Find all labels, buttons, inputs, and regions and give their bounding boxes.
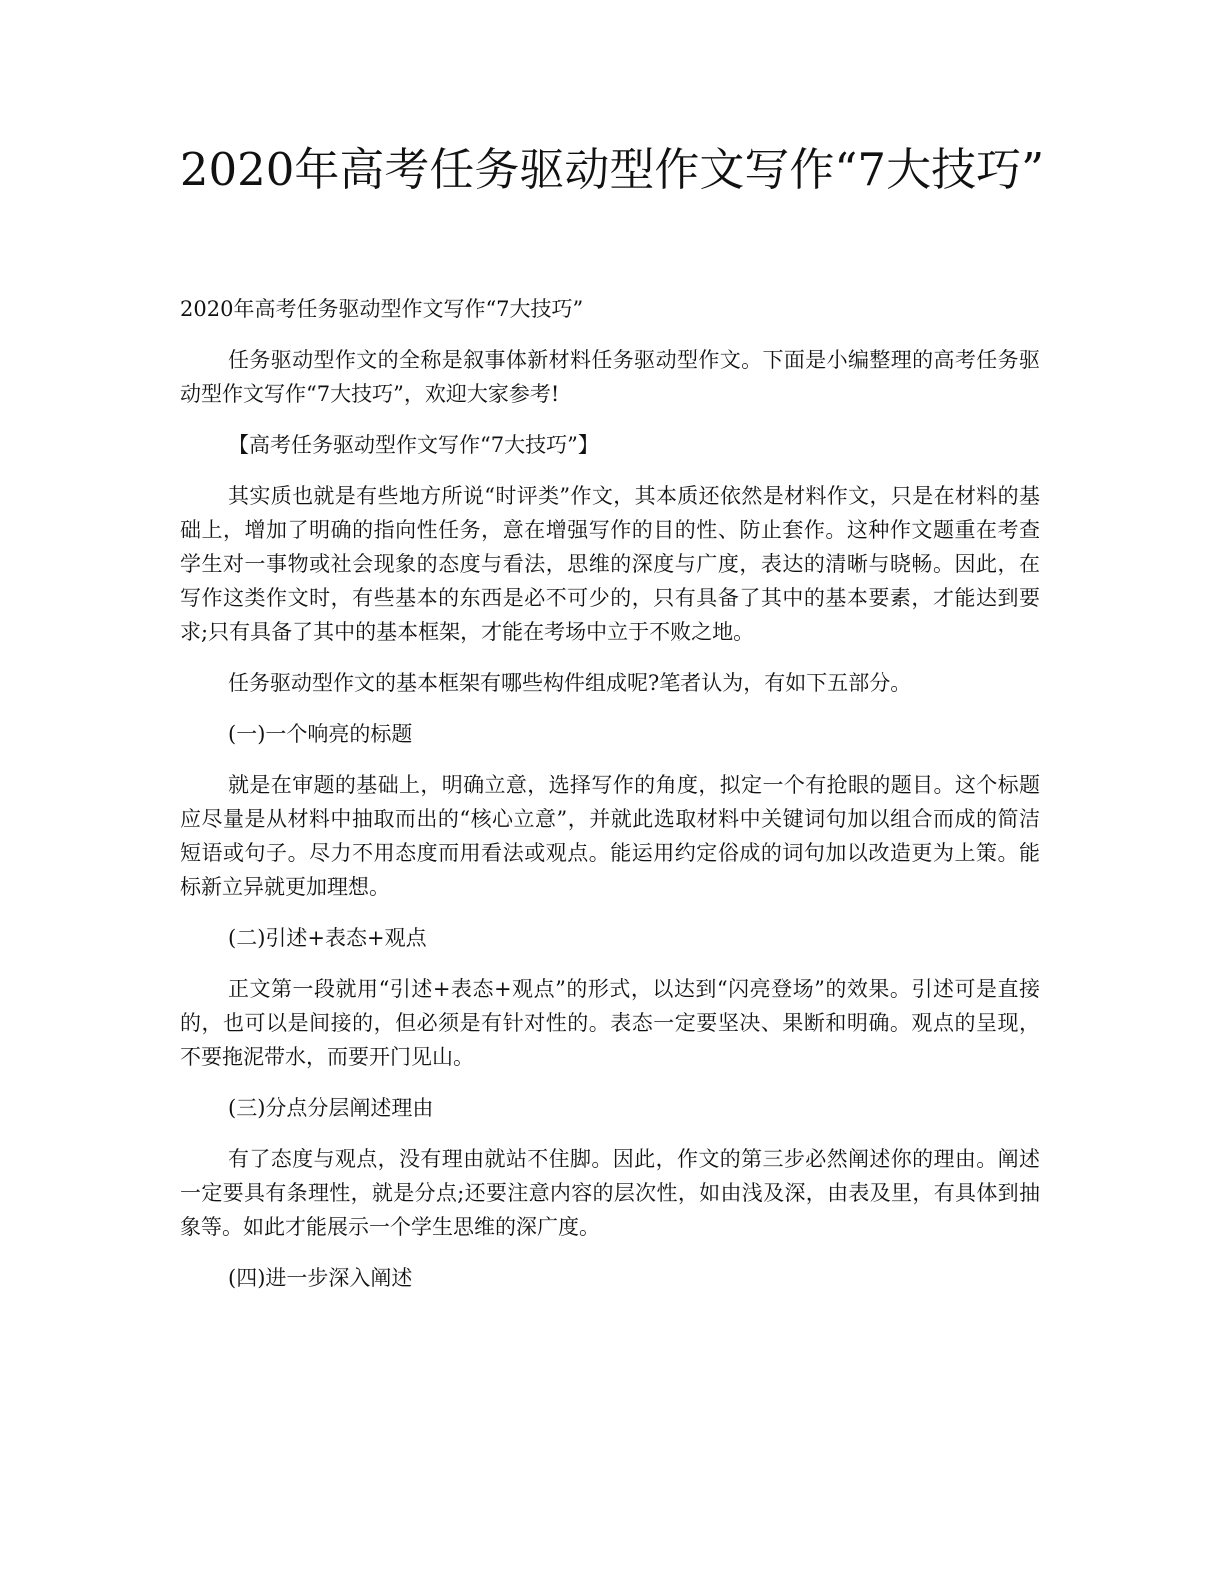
document-title: 2020年高考任务驱动型作文写作“7大技巧”	[179, 143, 1045, 196]
paragraph-section-heading: 【高考任务驱动型作文写作“7大技巧”】	[228, 433, 599, 457]
paragraph-part-two: 正文第一段就用“引述+表态+观点”的形式，以达到“闪亮登场”的效果。引述可是直接的，也可以是间接的，但必须是有针对性的。表态一定要坚决、果断和明确。观点的呈现，不要拖泥带水，而要开门见山。	[180, 977, 1040, 1069]
document-body	[180, 292, 1040, 1312]
paragraph-essence: 其实质也就是有些地方所说“时评类”作文，其本质还依然是材料作文，只是在材料的基础上，增加了明确的指向性任务，意在增强写作的目的性、防止套作。这种作文题重在考查学生对一事物或社会现象的态度与看法，思维的深度与广度，表达的清晰与晓畅。因此，在写作这类作文时，有些基本的东西是必不可少的，只有具备了其中的基本要素，才能达到要求;只有具备了其中的基本框架，才能在考场中立于不败之地。	[180, 484, 1040, 644]
heading-part-three: (三)分点分层阐述理由	[228, 1096, 434, 1120]
paragraph-intro: 任务驱动型作文的全称是叙事体新材料任务驱动型作文。下面是小编整理的高考任务驱动型作文写作“7大技巧”，欢迎大家参考!	[180, 348, 1040, 406]
heading-part-one: (一)一个响亮的标题	[228, 722, 413, 746]
paragraph-part-three: 有了态度与观点，没有理由就站不住脚。因此，作文的第三步必然阐述你的理由。阐述一定要具有条理性，就是分点;还要注意内容的层次性，如由浅及深，由表及里，有具体到抽象等。如此才能展示一个学生思维的深广度。	[180, 1147, 1040, 1239]
paragraph-part-one: 就是在审题的基础上，明确立意，选择写作的角度，拟定一个有抢眼的题目。这个标题应尽量是从材料中抽取而出的“核心立意”，并就此选取材料中关键词句加以组合而成的简洁短语或句子。尽力不用态度而用看法或观点。能运用约定俗成的词句加以改造更为上策。能标新立异就更加理想。	[180, 773, 1040, 899]
heading-part-two: (二)引述+表态+观点	[228, 926, 427, 950]
paragraph-subtitle: 2020年高考任务驱动型作文写作“7大技巧”	[180, 297, 584, 321]
paragraph-framework: 任务驱动型作文的基本框架有哪些构件组成呢?笔者认为，有如下五部分。	[228, 671, 912, 695]
heading-part-four: (四)进一步深入阐述	[228, 1266, 413, 1290]
